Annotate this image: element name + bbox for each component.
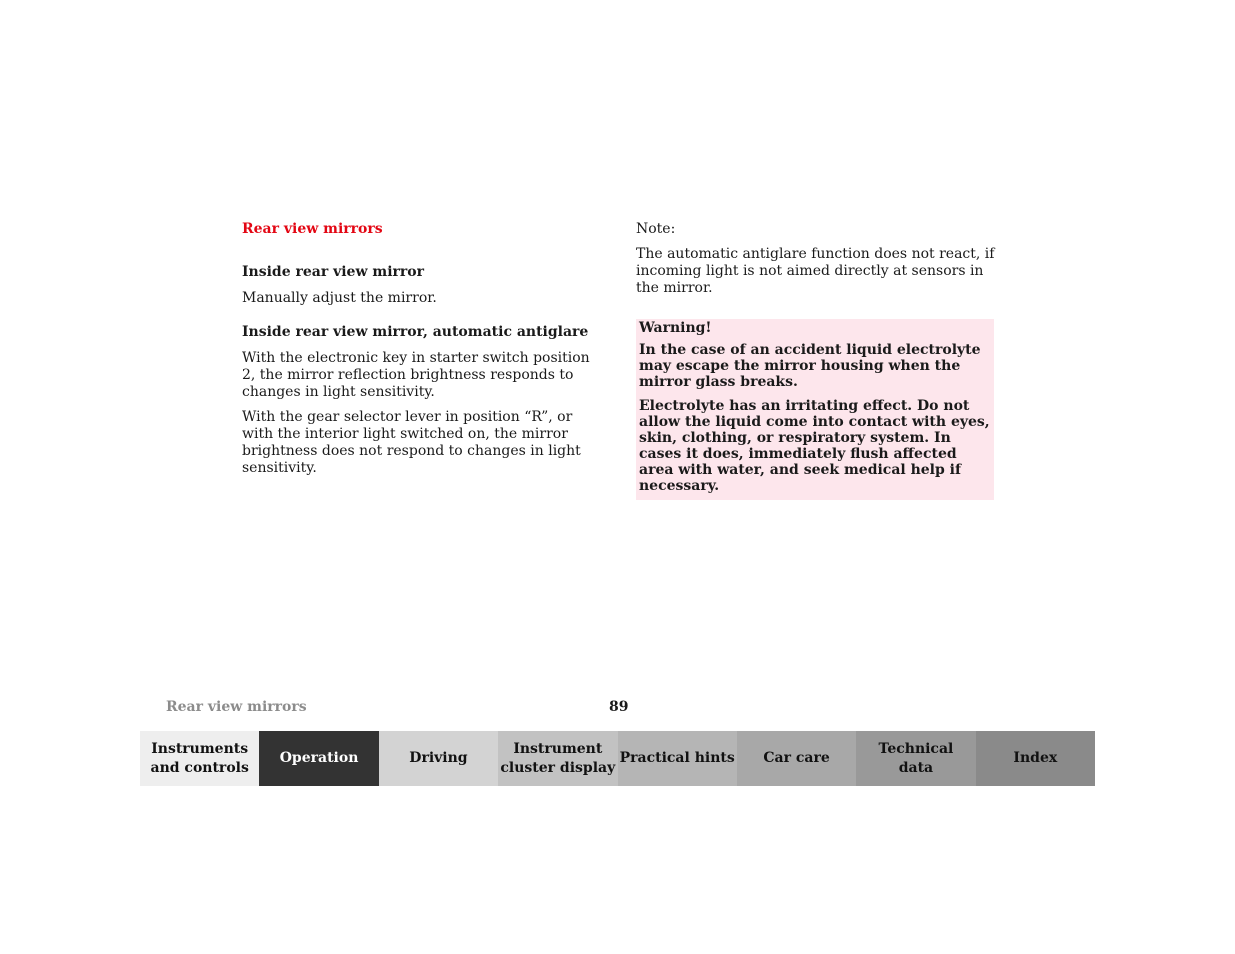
section-title: Rear view mirrors	[242, 221, 383, 237]
note-text: The automatic antiglare function does not react, if incoming light is not aimed directly at sensors in the mirror.	[636, 246, 995, 296]
note-label: Note:	[636, 221, 676, 237]
paragraph-gear-selector: With the gear selector lever in position “R”, or with the interior light switched on, the mirror brightness does not respond to changes in light sensitivity.	[242, 409, 581, 476]
paragraph-manual-adjust: Manually adjust the mirror.	[242, 290, 437, 306]
warning-paragraph-1: In the case of an accident liquid electrolyte may escape the mirror housing when the mirror glass breaks.	[639, 342, 981, 390]
paragraph-electronic-key: With the electronic key in starter switch position 2, the mirror reflection brightness responds to changes in light sensitivity.	[242, 350, 590, 400]
tab-driving[interactable]: Driving	[379, 731, 498, 786]
chapter-tab-bar	[140, 731, 1095, 786]
heading-automatic-antiglare: Inside rear view mirror, automatic antiglare	[242, 324, 589, 340]
tab-operation[interactable]: Operation	[259, 731, 378, 786]
footer-section-label: Rear view mirrors	[166, 699, 307, 715]
tab-technical-data[interactable]: Technical data	[856, 731, 975, 786]
heading-inside-mirror: Inside rear view mirror	[242, 264, 424, 280]
tab-instruments-and-controls[interactable]: Instruments and controls	[140, 731, 259, 786]
warning-box	[636, 319, 994, 500]
tab-index[interactable]: Index	[976, 731, 1095, 786]
tab-car-care[interactable]: Car care	[737, 731, 856, 786]
page-number: 89	[609, 699, 629, 715]
tab-instrument-cluster-display[interactable]: Instrument cluster display	[498, 731, 617, 786]
left-column	[242, 220, 604, 485]
right-column	[636, 220, 996, 500]
warning-title: Warning!	[639, 320, 712, 336]
warning-paragraph-2: Electrolyte has an irritating effect. Do not allow the liquid come into contact with eyes, skin, clothing, or respiratory system. In cases it does, immediately flush affected area with water, and seek medical help if necessary.	[639, 398, 990, 494]
tab-practical-hints[interactable]: Practical hints	[618, 731, 737, 786]
